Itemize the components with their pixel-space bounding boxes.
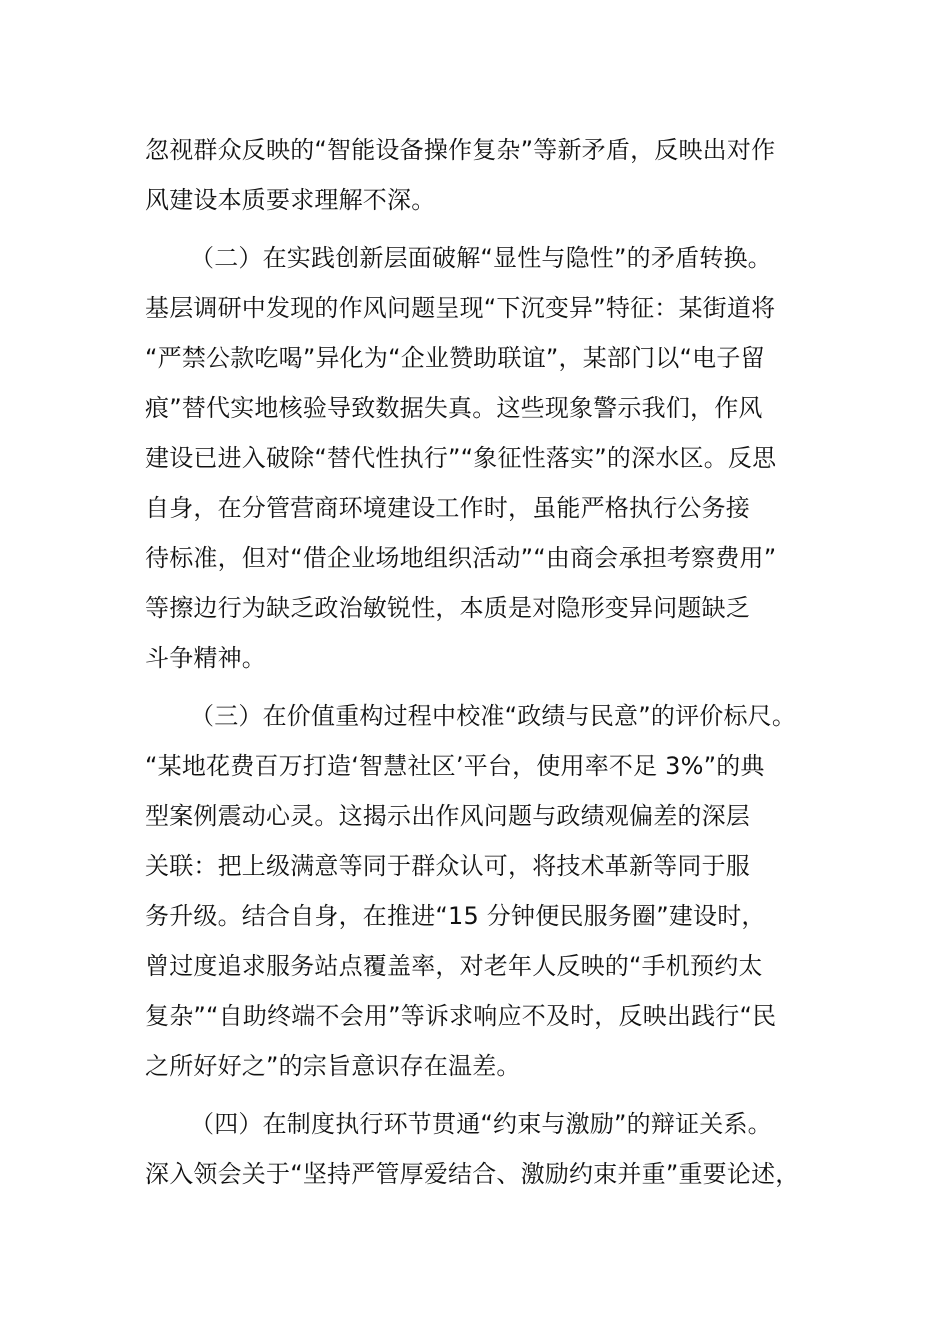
text-line: 复杂”“自助终端不会用”等诉求响应不及时，反映出践行“民 xyxy=(145,1002,777,1030)
text-line: 建设已进入破除“替代性执行”“象征性落实”的深水区。反思 xyxy=(145,444,777,472)
text-line: 忽视群众反映的“智能设备操作复杂”等新矛盾，反映出对作 xyxy=(145,136,776,164)
text-line: 务升级。结合自身，在推进“15 分钟便民服务圈”建设时， xyxy=(145,902,766,930)
text-line: 关联：把上级满意等同于群众认可，将技术革新等同于服 xyxy=(145,852,750,880)
text-line: 深入领会关于“坚持严管厚爱结合、激励约束并重”重要论述， xyxy=(145,1160,800,1188)
section-heading-4: （四）在制度执行环节贯通“约束与激励”的辩证关系。 xyxy=(190,1110,772,1138)
text-line: 型案例震动心灵。这揭示出作风问题与政绩观偏差的深层 xyxy=(145,802,750,830)
text-line: “严禁公款吃喝”异化为“企业赞助联谊”，某部门以“电子留 xyxy=(145,344,765,372)
text-line: 基层调研中发现的作风问题呈现“下沉变异”特征：某街道将 xyxy=(145,294,776,322)
text-line: 自身，在分管营商环境建设工作时，虽能严格执行公务接 xyxy=(145,494,750,522)
text-line: 之所好好之”的宗旨意识存在温差。 xyxy=(145,1052,521,1080)
section-heading-2: （二）在实践创新层面破解“显性与隐性”的矛盾转换。 xyxy=(190,244,772,272)
text-line: 等擦边行为缺乏政治敏锐性，本质是对隐形变异问题缺乏 xyxy=(145,594,750,622)
text-line: 曾过度追求服务站点覆盖率，对老年人反映的“手机预约太 xyxy=(145,952,763,980)
text-line: 待标准，但对“借企业场地组织活动”“由商会承担考察费用” xyxy=(145,544,777,572)
text-line: “某地花费百万打造‘智慧社区’平台，使用率不足 3%”的典 xyxy=(145,752,765,780)
section-heading-3: （三）在价值重构过程中校准“政绩与民意”的评价标尺。 xyxy=(190,702,797,730)
text-line: 痕”替代实地核验导致数据失真。这些现象警示我们，作风 xyxy=(145,394,763,422)
text-line: 风建设本质要求理解不深。 xyxy=(145,186,436,214)
text-line: 斗争精神。 xyxy=(145,644,266,672)
